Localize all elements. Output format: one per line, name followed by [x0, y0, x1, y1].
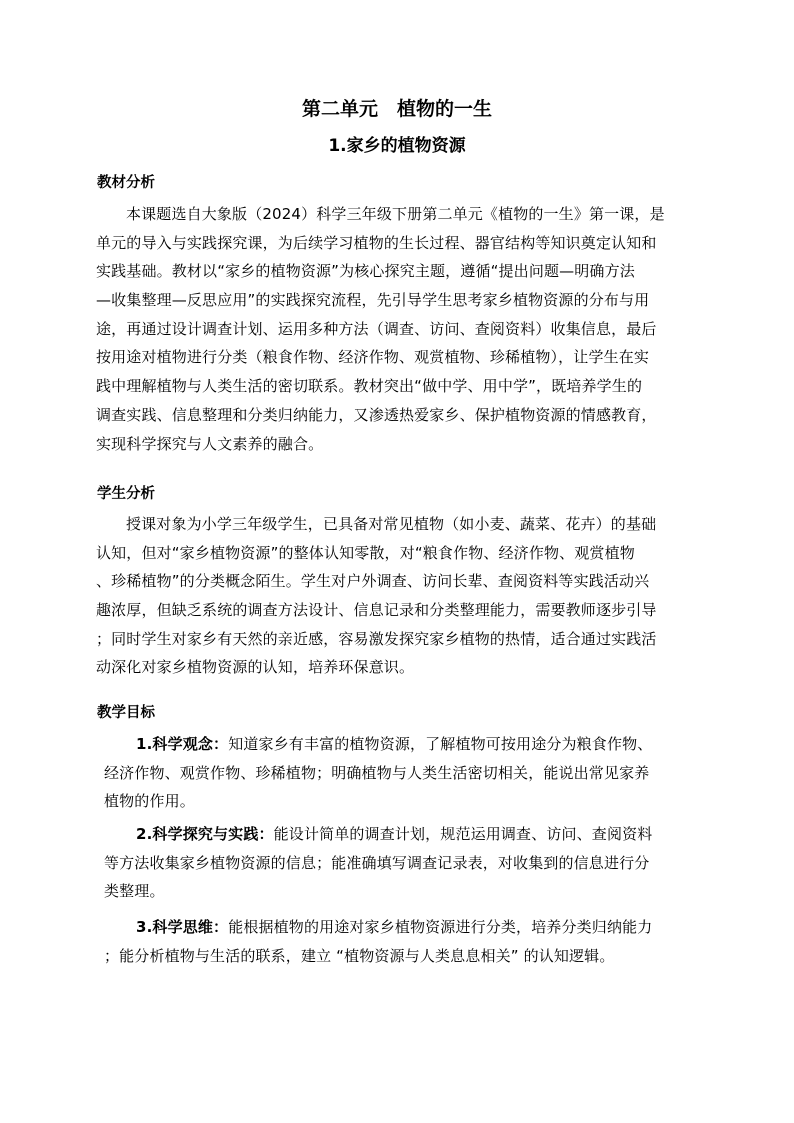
paragraph-line: 动深化对家乡植物资源的认知，培养环保意识。 [96, 658, 415, 677]
paragraph-line: 实践基础。教材以“家乡的植物资源”为核心探究主题，遵循“提出问题—明确方法 [96, 262, 635, 281]
paragraph-line: 单元的导入与实践探究课，为后续学习植物的生长过程、器官结构等知识奠定认知和 [96, 233, 657, 252]
paragraph-line: —收集整理—反思应用”的实践探究流程，先引导学生思考家乡植物资源的分布与用 [96, 291, 650, 310]
material-paragraph [96, 200, 698, 458]
paragraph-line: 按用途对植物进行分类（粮食作物、经济作物、观赏植物、珍稀植物），让学生在实 [96, 348, 650, 367]
goal-item-3 [104, 913, 698, 970]
goal-line: 类整理。 [104, 882, 165, 901]
goal-line: 经济作物、观赏作物、珍稀植物；明确植物与人类生活密切相关，能说出常见家养 [104, 763, 650, 782]
goal-text: 能设计简单的调查计划，规范运用调查、访问、查阅资料 [273, 825, 653, 843]
section-heading-student: 学生分析 [97, 486, 155, 502]
lesson-title: 1.家乡的植物资源 [328, 136, 466, 156]
unit-title: 第二单元 植物的一生 [301, 98, 492, 120]
goal-label: 3.科学思维： [136, 918, 229, 936]
paragraph-line: 调查实践、信息整理和分类归纳能力，又渗透热爱家乡、保护植物资源的情感教育， [96, 405, 657, 424]
goal-label: 1.科学观念： [136, 735, 229, 753]
paragraph-line: 本课题选自大象版（2024）科学三年级下册第二单元《植物的一生》第一课，是 [126, 205, 665, 223]
paragraph-line: 授课对象为小学三年级学生，已具备对常见植物（如小麦、蔬菜、花卉）的基础 [126, 515, 657, 533]
paragraph-line: 途，再通过设计调查计划、运用多种方法（调查、访问、查阅资料）收集信息，最后 [96, 319, 657, 338]
goal-text: 能根据植物的用途对家乡植物资源进行分类，培养分类归纳能力 [228, 918, 653, 936]
paragraph-line: 、珍稀植物”的分类概念陌生。学生对户外调查、访问长辈、查阅资料等实践活动兴 [96, 572, 650, 591]
goal-label: 2.科学探究与实践： [136, 825, 274, 843]
paragraph-line: 实现科学探究与人文素养的融合。 [96, 434, 324, 453]
paragraph-line: 践中理解植物与人类生活的密切联系。教材突出“做中学、用中学”，既培养学生的 [96, 377, 643, 396]
goal-line: 等方法收集家乡植物资源的信息；能准确填写调查记录表，对收集到的信息进行分 [104, 853, 650, 872]
paragraph-line: 认知，但对“家乡植物资源”的整体认知零散，对“粮食作物、经济作物、观赏植物 [96, 543, 635, 562]
goal-line: ；能分析植物与生活的联系，建立 “植物资源与人类息息相关” 的认知逻辑。 [104, 946, 615, 965]
section-heading-goals: 教学目标 [97, 705, 155, 721]
paragraph-line: 趣浓厚，但缺乏系统的调查方法设计、信息记录和分类整理能力，需要教师逐步引导 [96, 601, 657, 620]
goal-text: 知道家乡有丰富的植物资源，了解植物可按用途分为粮食作物、 [228, 735, 653, 753]
section-heading-material: 教材分析 [97, 175, 155, 191]
goal-item-1 [104, 730, 698, 816]
paragraph-line: ；同时学生对家乡有天然的亲近感，容易激发探究家乡植物的热情，适合通过实践活 [96, 629, 657, 648]
student-paragraph [96, 510, 698, 682]
goal-item-2 [104, 820, 698, 906]
goal-line: 植物的作用。 [104, 792, 195, 811]
